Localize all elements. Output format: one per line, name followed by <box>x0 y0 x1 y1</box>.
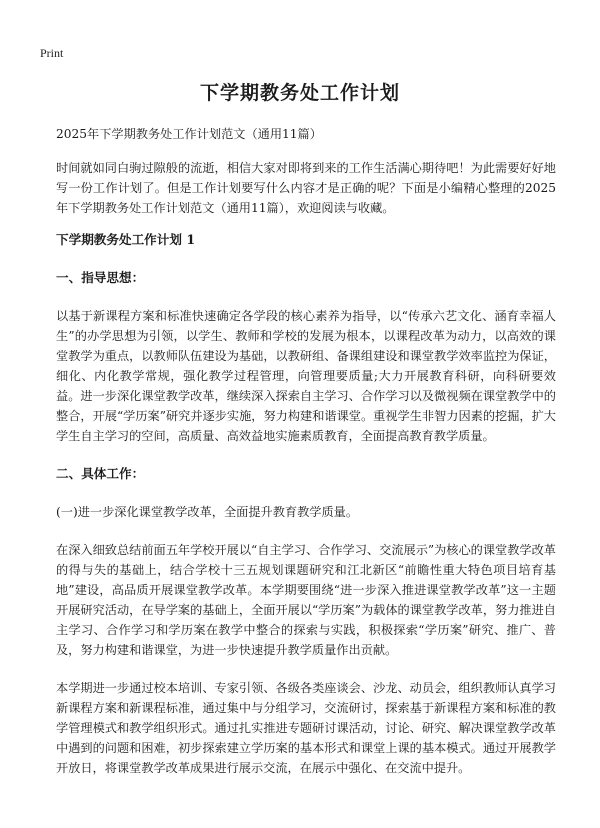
paragraph-training: 本学期进一步通过校本培训、专家引领、各级各类座谈会、沙龙、动员会，组织教师认真学习新课程方案和新课程标准，通过集中与分组学习，交流研讨，探索基于新课程方案和标准的教学管理模式和教学组织形式。通过扎实推进专题研讨课活动，讨论、研究、解决课堂教学改革中遇到的问题和困难，初步探索建立学历案的基本形式和课堂上课的基本模式。通过开展教学开放日，将课堂教学改革成果进行展示交流，在展示中强化、在交流中提升。 <box>56 681 556 775</box>
heading-specific-work: 二、具体工作： <box>56 466 145 481</box>
article-subtitle: 2025年下学期教务处工作计划范文（通用11篇） <box>56 127 322 141</box>
page-title: 下学期教务处工作计划 <box>199 82 400 104</box>
print-link[interactable]: Print <box>40 46 64 60</box>
paragraph-guiding-ideology: 以基于新课程方案和标准快速确定各学段的核心素养为指导，以“传承六艺文化、涵育幸福人生”的办学思想为引领，以学生、教师和学校的发展为根本，以课程改革为动力，以高效的课堂教学为重点，以教师队伍建设为基础，以教研组、备课组建设和课堂教学效率监控为保证，细化、内化教学常规，强化教学过程管理，向管理要质量;大力开展教育科研，向科研要效益。进一步深化课堂教学改革，继续深入探索自主学习、合作学习以及微视频在课堂教学中的整合，开展“学历案”研究并逐步实施，努力构建和谐课堂。重视学生非智力因素的挖掘，扩大学生自主学习的空间，高质量、高效益地实施素质教育，全面提高教育教学质量。 <box>56 309 556 443</box>
section-title: 下学期教务处工作计划 1 <box>56 232 196 247</box>
heading-guiding-ideology: 一、指导思想： <box>56 270 145 285</box>
subheading-classroom-reform: (一)进一步深化课堂教学改革，全面提升教育教学质量。 <box>56 505 359 519</box>
article-body <box>56 124 556 796</box>
intro-paragraph: 时间就如同白驹过隙般的流逝，相信大家对即将到来的工作生活满心期待吧！为此需要好好地写一份工作计划了。但是工作计划要写什么内容才是正确的呢？下面是小编精心整理的2025年下学期教务处工作计划范文（通用11篇），欢迎阅读与收藏。 <box>56 161 556 215</box>
paragraph-classroom-reform: 在深入细致总结前面五年学校开展以“自主学习、合作学习、交流展示”为核心的课堂教学改革的得与失的基础上，结合学校十三五规划课题研究和江北新区“前瞻性重大特色项目培育基地”建设，高品质开展课堂教学改革。本学期要围绕“进一步深入推进课堂教学改革”这一主题开展研究活动，在导学案的基础上，全面开展以“学历案”为载体的课堂教学改革，努力推进自主学习、合作学习和学历案在教学中整合的探索与实践，积极探索“学历案”研究、推广、普及，努力构建和谐课堂，为进一步快速提升教学质量作出贡献。 <box>56 543 556 657</box>
